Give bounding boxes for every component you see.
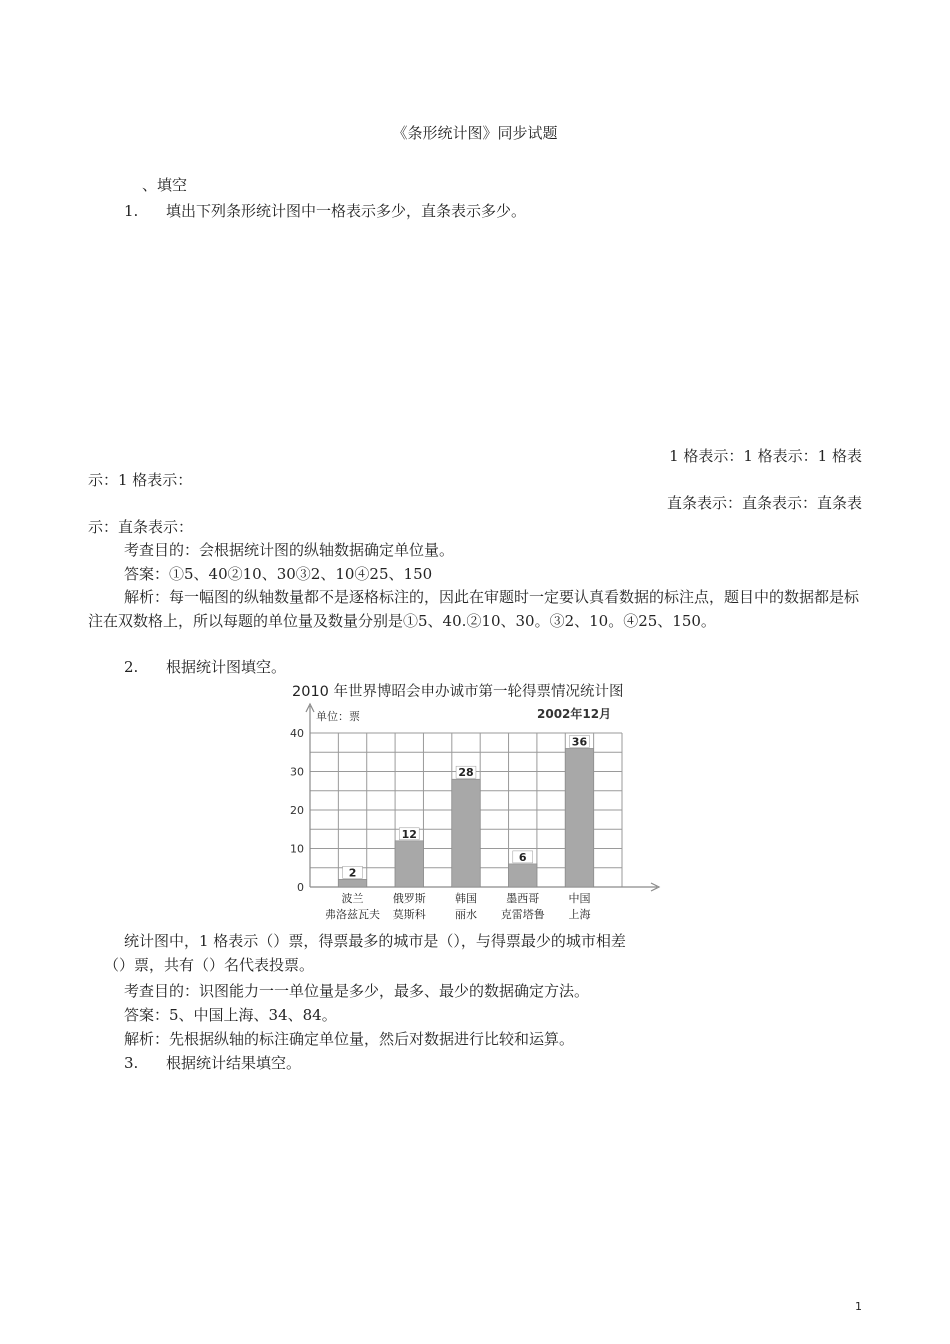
- data-label: 28: [458, 766, 474, 780]
- q1-blank-line-1: 1 格表示：1 格表示：1 格表: [669, 447, 862, 465]
- q2-text: 根据统计图填空。: [166, 658, 287, 676]
- x-tick-label: 俄罗斯: [392, 892, 426, 905]
- q1-answer: 答案：①5、40②10、30③2、10④25、150: [124, 565, 433, 583]
- x-tick-label: 丽水: [455, 908, 477, 921]
- bar-5: [565, 748, 593, 887]
- bar-1: [338, 879, 366, 887]
- y-tick-label: 30: [290, 765, 304, 779]
- bar-2: [395, 841, 423, 887]
- q2-analysis: 解析：先根据纵轴的标注确定单位量，然后对数据进行比较和运算。: [124, 1030, 575, 1048]
- data-label: 2: [348, 866, 357, 880]
- y-tick-label: 0: [297, 881, 304, 894]
- q2-number: 2.: [124, 658, 139, 676]
- chart-unit-label: 单位：票: [316, 710, 360, 723]
- q1-blank-line-3: 直条表示：直条表示：直条表: [666, 494, 862, 512]
- chart-date-label: 2002年12月: [537, 707, 612, 721]
- q3-text: 根据统计结果填空。: [166, 1054, 302, 1072]
- section-heading: 、填空: [142, 176, 188, 194]
- bar-3: [452, 779, 480, 887]
- y-tick-label: 20: [290, 804, 304, 817]
- x-tick-label: 莫斯科: [392, 908, 426, 921]
- y-tick-label: 10: [290, 842, 304, 856]
- y-tick-label: 40: [290, 727, 304, 740]
- bar-4: [509, 864, 537, 887]
- q1-analysis: 解析：每一幅图的纵轴数量都不是逐格标注的，因此在审题时一定要认真看数据的标注点，题目中的数据都是标注在双数格上，所以每题的单位量及数量分别是①5、40.②10、30。③2、10。④25、150。: [88, 588, 860, 630]
- x-tick-label: 墨西哥: [506, 892, 540, 905]
- q1-blank-line-4: 示：直条表示：: [88, 518, 194, 536]
- x-tick-label: 弗洛兹瓦夫: [325, 908, 381, 921]
- q2-answer: 答案：5、中国上海、34、84。: [124, 1006, 337, 1024]
- x-tick-label: 上海: [568, 908, 591, 921]
- q2-purpose: 考查目的：识图能力一一单位量是多少，最多、最少的数据确定方法。: [124, 982, 590, 1000]
- data-label: 6: [518, 850, 527, 864]
- data-label: 12: [401, 827, 417, 841]
- q2-fill-line-2: （）票，共有（）名代表投票。: [104, 956, 315, 974]
- q3-number: 3.: [124, 1054, 139, 1072]
- x-tick-label: 中国: [568, 892, 591, 905]
- x-tick-label: 韩国: [455, 892, 477, 905]
- x-tick-label: 波兰: [341, 892, 364, 905]
- data-label: 36: [571, 735, 588, 749]
- q1-text: 填出下列条形统计图中一格表示多少，直条表示多少。: [166, 202, 527, 220]
- bar-chart: [282, 700, 672, 925]
- q1-blank-line-2: 示：1 格表示：: [88, 471, 193, 489]
- chart-title: 2010 年世界博昭会申办诚市第一轮得票情况统计图: [292, 684, 624, 700]
- page-number: 1: [855, 1300, 862, 1313]
- page-title: 《条形统计图》同步试题: [392, 124, 558, 142]
- q1-number: 1.: [124, 202, 139, 220]
- q1-purpose: 考查目的：会根据统计图的纵轴数据确定单位量。: [124, 541, 455, 559]
- x-tick-label: 克雷塔鲁: [500, 908, 545, 921]
- q2-fill-line-1: 统计图中，1 格表示（）票，得票最多的城市是（），与得票最少的城市相差: [124, 932, 626, 950]
